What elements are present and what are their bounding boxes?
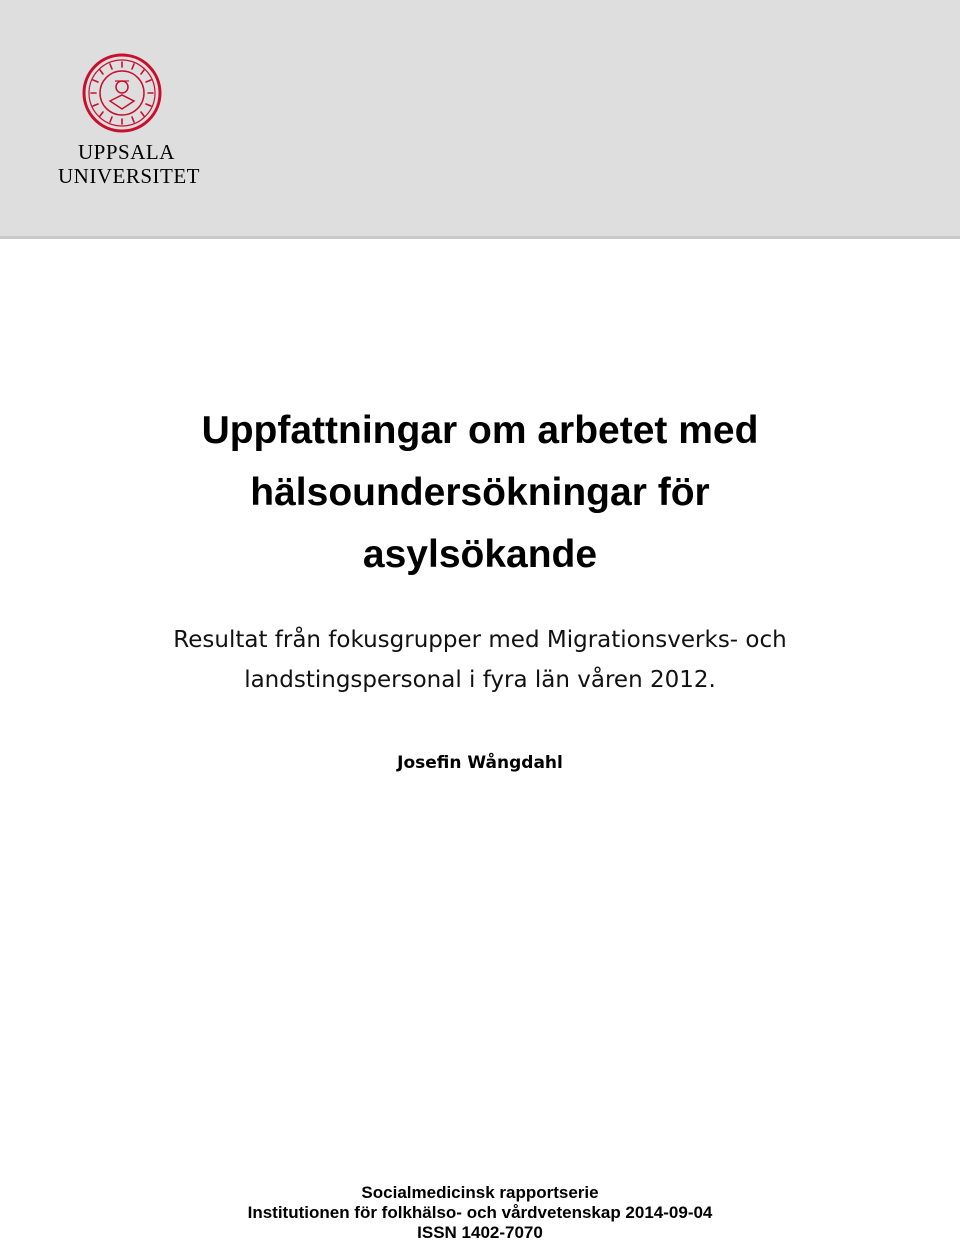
series-name: Socialmedicinsk rapportserie: [361, 1183, 599, 1202]
subtitle-line-2: landstingspersonal i fyra län våren 2012.: [244, 667, 716, 693]
report-subtitle: [80, 620, 880, 700]
title-line-1: Uppfattningar om arbetet med: [201, 409, 759, 452]
title-line-3: asylsökande: [362, 533, 598, 576]
wordmark-line-2: UNIVERSITET: [58, 164, 200, 188]
header-band: [0, 0, 960, 239]
publication-footer: [80, 1183, 880, 1243]
title-line-2: hälsoundersökningar för: [250, 471, 710, 514]
author-name: Josefin Wångdahl: [397, 753, 563, 773]
university-seal-icon: [82, 53, 162, 133]
university-wordmark: [58, 140, 258, 188]
issn: ISSN 1402-7070: [417, 1223, 543, 1242]
institution-line: Institutionen för folkhälso- och vårdvetenskap 2014-09-04: [247, 1203, 713, 1222]
report-title: [80, 400, 880, 586]
subtitle-line-1: Resultat från fokusgrupper med Migrationsverks- och: [173, 627, 787, 653]
wordmark-line-1: UPPSALA: [78, 140, 175, 164]
